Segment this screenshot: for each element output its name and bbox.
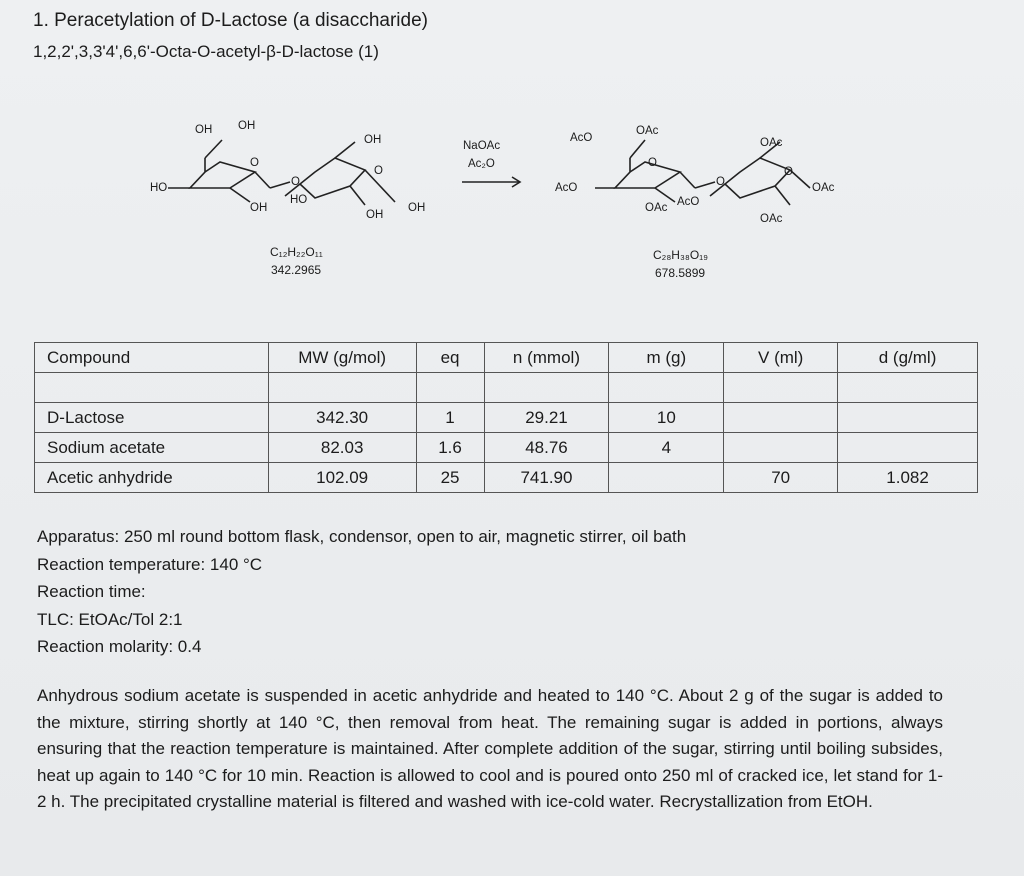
table-cell-d [838, 433, 978, 463]
col-header-n: n (mmol) [484, 343, 609, 373]
col-header-compound: Compound [35, 343, 269, 373]
table-cell-v [724, 433, 838, 463]
table-cell [268, 373, 416, 403]
product-ring-o-2: O [784, 166, 793, 178]
reactant-ring-o-1: O [250, 157, 259, 169]
table-cell-mw: 102.09 [268, 463, 416, 493]
col-header-v: V (ml) [724, 343, 838, 373]
table-cell-mw: 82.03 [268, 433, 416, 463]
compound-name: 1,2,2',3,3'4',6,6'-Octa-O-acetyl-β-D-lactose (1) [33, 42, 379, 61]
table-cell-v: 70 [724, 463, 838, 493]
condition-molarity: Reaction molarity: 0.4 [37, 637, 202, 656]
table-cell-eq: 1.6 [416, 433, 484, 463]
product-oac-4: OAc [645, 202, 668, 214]
table-cell [416, 373, 484, 403]
table-row-empty [35, 373, 978, 403]
table-cell-n: 48.76 [484, 433, 609, 463]
reactant-oh-6: OH [408, 202, 426, 214]
table-cell-n: 741.90 [484, 463, 609, 493]
condition-tlc: TLC: EtOAc/Tol 2:1 [37, 609, 183, 629]
reagent-naoac: NaOAc [463, 140, 501, 152]
reactant-ring-o-2: O [374, 165, 383, 177]
product-aco-1: AcO [570, 132, 593, 144]
condition-time: Reaction time: [37, 582, 146, 601]
table-cell-mw: 342.30 [268, 403, 416, 433]
reagent-ac2o: Ac₂O [468, 158, 495, 170]
reactant-oh-3: OH [364, 134, 382, 146]
table-cell-m [609, 463, 724, 493]
table-cell [609, 373, 724, 403]
reactant-glycosidic-o: O [291, 176, 300, 188]
condition-apparatus: Apparatus: 250 ml round bottom flask, condensor, open to air, magnetic stirrer, oil bath [37, 527, 687, 546]
reactant-ho-1: HO [150, 182, 168, 194]
table-cell [838, 373, 978, 403]
table-cell [35, 373, 269, 403]
reactant-oh-1: OH [195, 124, 213, 136]
reactant-oh-4: OH [250, 202, 268, 214]
reactant-mass: 342.2965 [271, 263, 322, 277]
table-cell-d: 1.082 [838, 463, 978, 493]
product-formula: C₂₈H₃₈O₁₉ [653, 248, 708, 262]
table-cell [724, 373, 838, 403]
product-oac-3: OAc [812, 182, 835, 194]
product-aco-2: AcO [555, 182, 578, 194]
table-cell-n: 29.21 [484, 403, 609, 433]
col-header-mw: MW (g/mol) [268, 343, 416, 373]
condition-temperature: Reaction temperature: 140 °C [37, 554, 263, 574]
reagent-table [34, 342, 978, 493]
table-cell-m: 4 [609, 433, 724, 463]
table-cell-compound: Sodium acetate [35, 433, 269, 463]
table-cell-eq: 1 [416, 403, 484, 433]
col-header-d: d (g/ml) [838, 343, 978, 373]
table-row-sodium-acetate [35, 433, 978, 463]
reactant-oh-2: OH [238, 120, 256, 132]
reactant-ho-2: HO [290, 194, 308, 206]
col-header-eq: eq [416, 343, 484, 373]
product-glycosidic-o: O [716, 176, 725, 188]
table-cell-v [724, 403, 838, 433]
reaction-conditions [37, 523, 686, 661]
reactant-formula: C₁₂H₂₂O₁₁ [270, 245, 323, 259]
table-cell [484, 373, 609, 403]
reaction-scheme [150, 110, 850, 310]
page-title: 1. Peracetylation of D-Lactose (a disaccharide) [33, 10, 428, 31]
table-header-row [35, 343, 978, 373]
product-oac-5: OAc [760, 213, 783, 225]
table-cell-eq: 25 [416, 463, 484, 493]
product-ring-o-1: O [648, 157, 657, 169]
table-cell-compound: Acetic anhydride [35, 463, 269, 493]
reactant-oh-5: OH [366, 209, 384, 221]
product-mass: 678.5899 [655, 266, 706, 280]
procedure-paragraph: Anhydrous sodium acetate is suspended in acetic anhydride and heated to 140 °C. About 2 g of the sugar is added to the mixture, stirring shortly at 140 °C, then removal from heat. The remaining sugar is added in portions, always ensuring that the reaction temperature is maintained. After complete addition of the sugar, stirring until boiling subsides, heat up again to 140 °C for 10 min. Reaction is allowed to cool and is poured onto 250 ml of cracked ice, let stand for 1-2 h. The precipitated crystalline material is filtered and washed with ice-cold water. Recrystallization from EtOH. [37, 686, 943, 811]
product-oac-2: OAc [760, 137, 783, 149]
table-cell-d [838, 403, 978, 433]
product-oac-1: OAc [636, 125, 659, 137]
product-aco-3: AcO [677, 196, 700, 208]
table-cell-m: 10 [609, 403, 724, 433]
table-row-acetic-anhydride [35, 463, 978, 493]
table-cell-compound: D-Lactose [35, 403, 269, 433]
col-header-m: m (g) [609, 343, 724, 373]
table-row-lactose [35, 403, 978, 433]
